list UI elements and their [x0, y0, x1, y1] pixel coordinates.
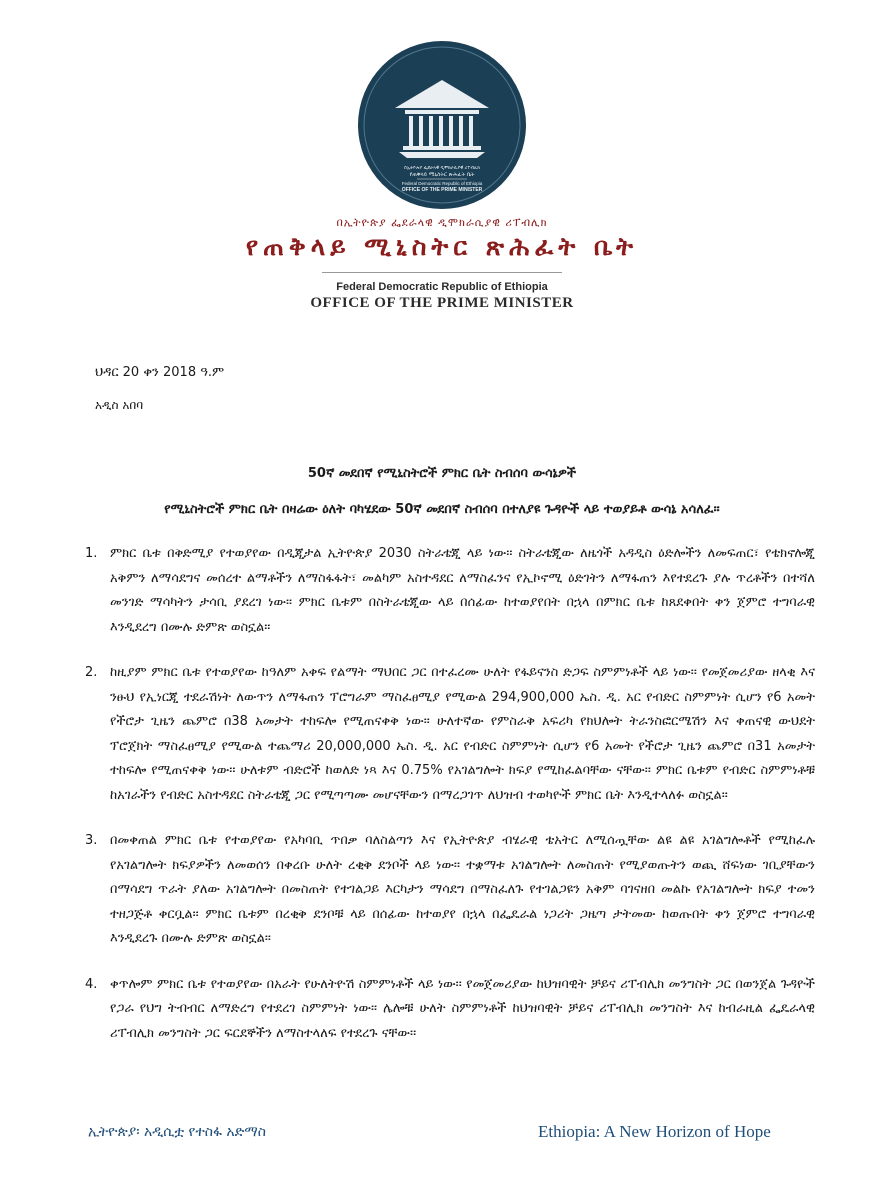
- document-meta: [95, 365, 224, 431]
- footer-slogan-amharic: ኢትዮጵያ፡ አዲሲቷ የተስፋ አድማስ: [88, 1124, 266, 1140]
- letterhead-english-country: Federal Democratic Republic of Ethiopia: [336, 281, 548, 293]
- decision-number: 4.: [85, 976, 98, 992]
- decision-item-4: [85, 973, 815, 1047]
- decision-text: ከዚያም ምክር ቤቱ የተወያየው ከዓለም አቀፍ የልማት ማህበር ጋር በተፈረሙ ሁለት የፋይናንስ ድጋፍ ስምምነቶች ላይ ነው፡፡ የመጀመሪያው ዘላቂ እና ንፁህ የኢነርጂ ተደራሽነት ለውጥን ለማፋጠን ፕሮግራም ማስፈፀሚያ የሚውል 294,900,000 ኤስ. ዲ. አር የብድር ስምምነት ሲሆን የ6 አመት የችሮታ ጊዜን ጨምሮ በ38 አመታት ተከፍሎ የሚጠናቀቅ ነው፡፡ ሁለተኛው የምስራቅ አፍሪካ የክህሎት ትራንስፎርሜሽን እና ቀጠናዊ ውህደት ፕሮጀክት ማስፈፀሚያ የሚውል ተጨማሪ 20,000,000 ኤስ. ዲ. አር የብድር ስምምነት ሲሆን የ6 አመት የችሮታ ጊዜን ጨምሮ በ31 አመታት ተከፍሎ የሚጠናቀቅ ነው፡፡ ሁለቱም ብድሮች ከወለድ ነጻ እና 0.75% የአገልግሎት ክፍያ የሚከፈልባቸው ናቸው፡፡ ምክር ቤቱም የብድር ስምምነቶቹ ከአገራችን የብድር አስተዳደር ስትራቴጂ ጋር የሚጣጣሙ መሆናቸውን በማረጋገጥ ለህዝብ ተወካዮች ምክር ቤት እንዲተላለፉ ወስኗል።: [110, 665, 815, 803]
- seal-amharic-line2: የጠቅላይ ሚኒስትር ጽሕፈት ቤት: [409, 172, 475, 178]
- footer-slogan-english: Ethiopia: A New Horizon of Hope: [538, 1122, 771, 1141]
- seal-english-line2: OFFICE OF THE PRIME MINISTER: [401, 187, 483, 193]
- letterhead: [0, 40, 884, 312]
- prime-minister-office-seal: [357, 40, 527, 210]
- decision-text: ቀጥሎም ምክር ቤቱ የተወያየው በአራት የሁለትዮሽ ስምምነቶች ላይ ነው፡፡ የመጀመሪያው ከህዝባዊት ቻይና ሪፐብሊክ መንግስት ጋር በወንጀል ጉዳዮች የጋራ የህግ ትብብር ለማድረግ የተደረገ ስምምነት ነው፡፡ ሌሎቹ ሁለት ስምምነቶች ከህዝባዊት ቻይና ሪፐብሊክ መንግስት እና ከብራዚል ፌዴራላዊ ሪፐብሊክ መንግስት ጋር ፍርደኞችን ለማስተላለፍ የተደረጉ ናቸው፡፡: [110, 976, 815, 1041]
- decision-item-2: [85, 661, 815, 808]
- decision-list: [85, 542, 815, 1046]
- document-title: 50ኛ መደበኛ የሚኒስትሮች ምክር ቤት ስብሰባ ውሳኔዎች: [307, 466, 577, 481]
- decision-item-1: [85, 542, 815, 640]
- seal-english-line1: Federal Democratic Republic of Ethiopia: [401, 181, 483, 186]
- decision-text: ምክር ቤቱ በቅድሚያ የተወያየው በዲጂታል ኢትዮጵያ 2030 ስትራቴጂ ላይ ነው፡፡ ስትራቴጂው ለዜጎች አዳዲስ ዕድሎችን ለመፍጠር፣ የቴክኖሎጂ አቅምን ለማሳደግና መሰረተ ልማቶችን ለማስፋፋት፣ መልካም አስተዳደር ለማስፈንና የኢኮኖሚ ዕድገትን ለማፋጠን እየተደረጉ ያሉ ጥረቶችን በተሻለ መንገድ ማሳካትን ታሳቢ ያደረገ ነው፡፡ ምክር ቤቱም በስትራቴጂው ላይ በሰፊው ከተወያየበት በኋላ በምክር ቤቱ ከጸደቀበት ቀን ጀምሮ ተግባራዊ እንዲደረግ በሙሉ ድምጽ ወስኗል፡፡: [110, 546, 815, 635]
- decision-number: 2.: [85, 665, 98, 680]
- letterhead-amharic-country: በኢትዮጵያ ፌደራላዊ ዲሞክራሲያዊ ሪፐብሊክ: [336, 216, 548, 229]
- decision-text: በመቀጠል ምክር ቤቱ የተወያየው የአካባቢ ጥበቃ ባለስልጣን እና የኢትዮጵያ ብሄራዊ ቴአትር ለሚሰጧቸው ልዩ ልዩ አገልግሎቶች የሚከፈሉ የአገልግሎት ክፍያዎችን ለመወሰን በቀረቡ ሁለት ረቂቅ ደንቦች ላይ ነው፡፡ ተቋማቱ አገልግሎት ለመስጠት የሚያወጡትን ወጪ ሸፍነው ገቢያቸውን በማሳደግ ጥራት ያለው አገልግሎት በመስጠት የተገልጋይ እርካታን ማሳደግ በማስፈለጉ የተገልጋዩን አቅም ባገናዘበ መልኩ የአገልግሎት ክፍያ ተመን ተዘጋጅቶ ቀርቧል፡፡ ምክር ቤቱም በረቂቅ ደንቦቹ ላይ በሰፊው ከተወያየ በኋላ በፌዴራል ነጋሪት ጋዜጣ ታትመው ከወጡበት ቀን ጀምሮ ተግባራዊ እንዲደረጉ በሙሉ ድምጽ ወስኗል፡፡: [110, 833, 815, 946]
- seal-amharic-line1: በኢትዮጵያ ፌደራላዊ ዲሞክራሲያዊ ሪፐብሊክ: [404, 166, 480, 171]
- document-place: አዲስ አበባ: [95, 398, 144, 412]
- document-date: ህዳር 20 ቀን 2018 ዓ.ም: [95, 365, 225, 380]
- decision-number: 1.: [85, 546, 98, 561]
- decision-item-3: [85, 829, 815, 952]
- document-subtitle: የሚኒስትሮች ምክር ቤት በዛሬው ዕለት ባካሄደው 50ኛ መደበኛ ስብሰባ በተለያዩ ጉዳዮች ላይ ተወያይቶ ውሳኔ አሳለፈ፡፡: [164, 502, 720, 517]
- letterhead-amharic-office: የጠቅላይ ሚኒስትር ጽሕፈት ቤት: [245, 232, 639, 261]
- decision-number: 3.: [85, 833, 98, 848]
- letterhead-english-office: OFFICE OF THE PRIME MINISTER: [310, 295, 574, 311]
- letterhead-divider: [322, 272, 562, 273]
